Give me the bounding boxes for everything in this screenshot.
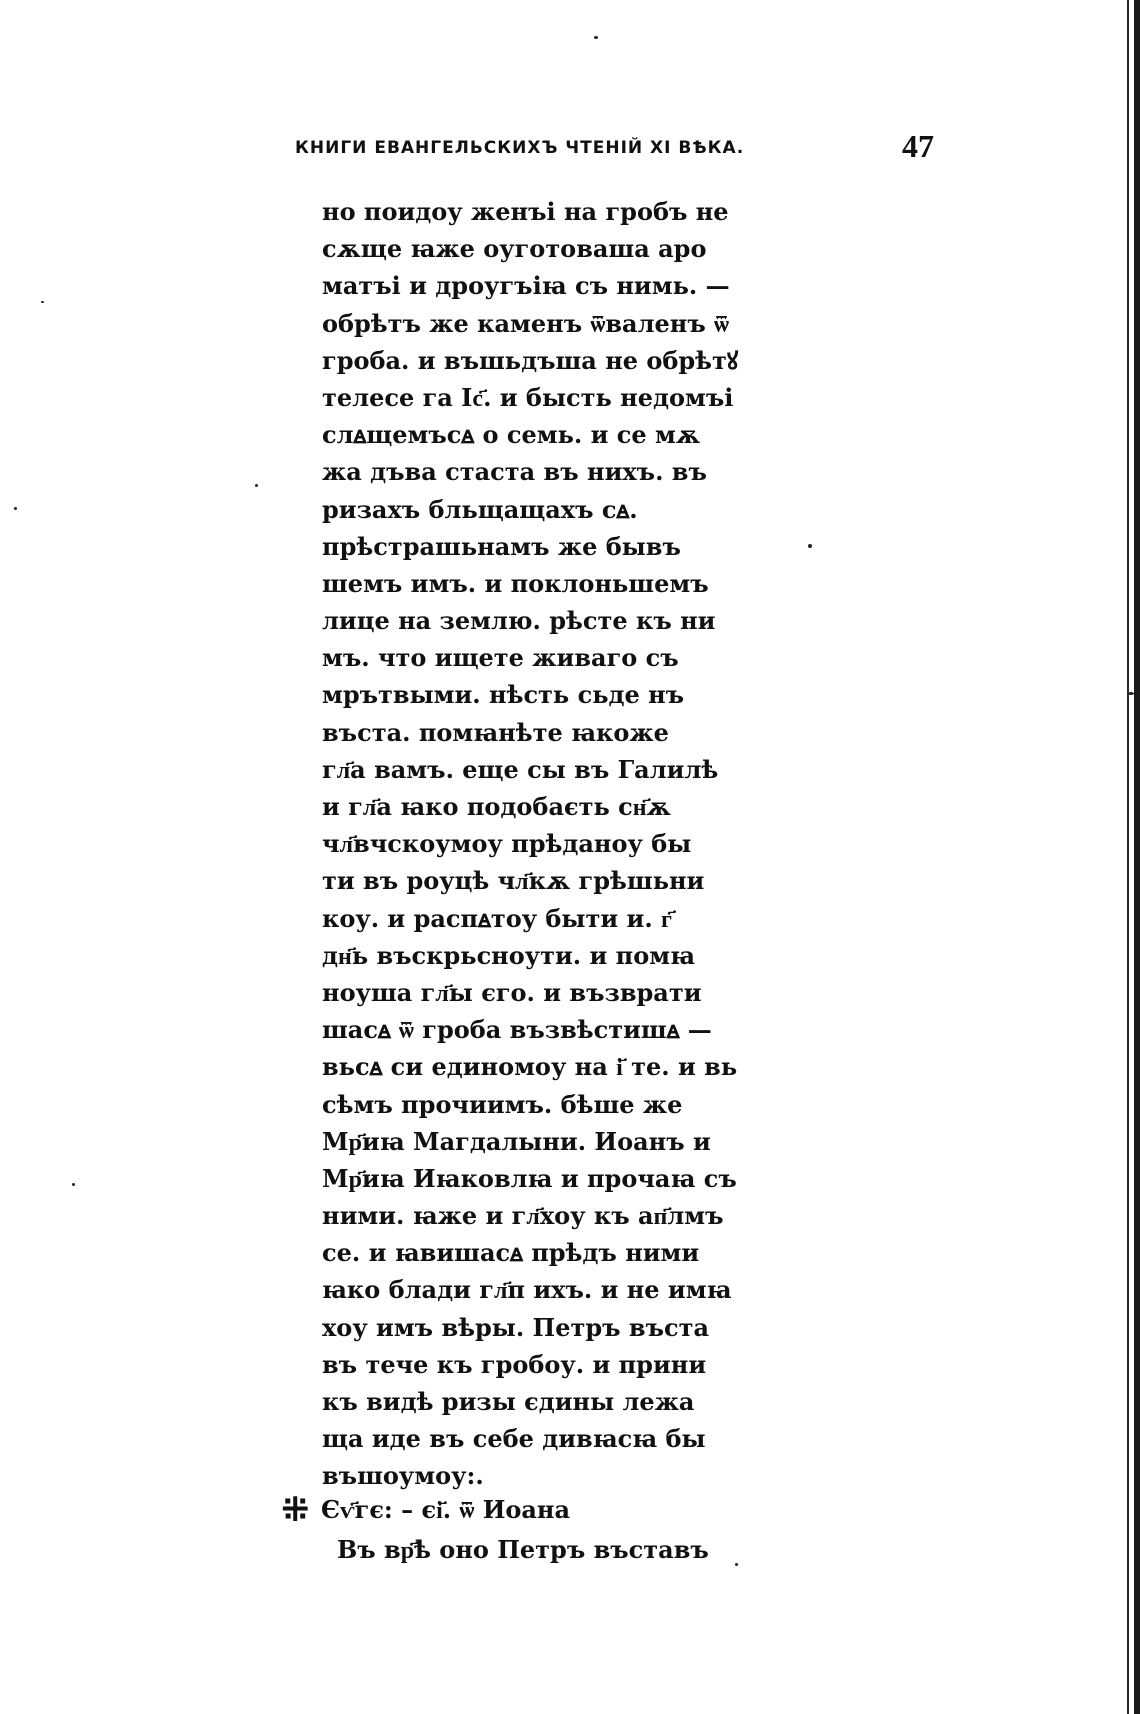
reading-heading-row bbox=[281, 1490, 570, 1530]
text-line: ноуша гл҃ы єго. и възврати bbox=[322, 977, 702, 1007]
text-line: сѫще ꙗже оуготоваша аро bbox=[322, 234, 707, 264]
text-line: дн҃ь въскрьсноути. и помꙗ bbox=[322, 940, 696, 970]
text-line: ꙗко блади гл҃п ихъ. и не имꙗ bbox=[322, 1275, 732, 1305]
text-line: обрѣтъ же каменъ ѿваленъ ѿ bbox=[322, 308, 729, 338]
page-edge-line bbox=[1127, 0, 1129, 1714]
text-line: жа дъва стаста въ нихъ. въ bbox=[322, 457, 707, 487]
reading-heading: Єѵ҃гє: – єі҃. ѿ Иоана bbox=[321, 1495, 571, 1524]
text-line: и гл҃а ꙗко подобаєть сн҃ѫ bbox=[322, 792, 671, 821]
scan-speck bbox=[255, 484, 258, 487]
body-text bbox=[322, 193, 742, 1495]
text-line: ризахъ бльщащахъ сꙙ. bbox=[322, 494, 638, 524]
text-line: се. и ꙗвишасꙙ прѣдъ ними bbox=[322, 1238, 700, 1268]
scan-speck bbox=[1128, 692, 1134, 695]
text-line: въ тече къ гробоу. и прини bbox=[322, 1349, 707, 1379]
text-line: матъі и дроугъіꙗ съ нимь. — bbox=[322, 271, 730, 301]
text-line: чл҃вчскоумоу прѣданоу бы bbox=[322, 829, 692, 859]
running-head: КНИГИ ЕВАНГЕЛЬСКИХЪ ЧТЕНІЙ XI ВѢКА. bbox=[295, 138, 745, 158]
text-line: хоу имъ вѣры. Петръ въста bbox=[322, 1312, 710, 1342]
text-line: мъ. что ищете живаго съ bbox=[322, 643, 679, 673]
rubric-mark-icon: ⁜ bbox=[281, 1490, 310, 1530]
text-line: ти въ роуцѣ чл҃кѫ грѣшьни bbox=[322, 866, 705, 896]
text-line: сѣмъ прочиимъ. бѣше же bbox=[322, 1089, 683, 1119]
text-line: слꙙщемъсꙙ о семь. и се мѫ bbox=[322, 420, 701, 450]
text-line: къ видѣ ризы єдины лежа bbox=[322, 1387, 695, 1416]
reading-first-line: Въ вр҃ѣ оно Петръ въставъ bbox=[337, 1535, 709, 1564]
page-number: 47 bbox=[902, 128, 934, 164]
text-line: шасꙙ ѿ гроба възвѣстишꙙ — bbox=[322, 1015, 712, 1045]
text-line: но поидоу женъі на гробъ не bbox=[322, 197, 729, 226]
text-line: мрътвыми. нѣсть сьде нъ bbox=[322, 680, 685, 710]
text-line: шемъ имъ. и поклоньшемъ bbox=[322, 568, 709, 598]
page-edge-border bbox=[1134, 0, 1140, 1714]
text-line: ними. ꙗже и гл҃хоу къ ап҃лмъ bbox=[322, 1201, 724, 1231]
scan-speck bbox=[41, 301, 44, 303]
text-line: въста. помꙗнѣте ꙗкоже bbox=[322, 717, 669, 747]
scan-speck bbox=[14, 507, 17, 510]
text-line: ща иде въ себе дивꙗсꙗ бы bbox=[322, 1424, 706, 1454]
text-line: гл҃а вамъ. еще сы въ Галилѣ bbox=[322, 754, 719, 784]
text-line: прѣстрашьнамъ же бывъ bbox=[322, 531, 681, 561]
text-line: коу. и распꙙтоу быти и. г҃ bbox=[322, 903, 672, 933]
scan-speck bbox=[72, 1183, 75, 1186]
scan-speck bbox=[808, 544, 812, 548]
text-line: въшоумоу:. bbox=[322, 1461, 484, 1491]
scan-speck bbox=[735, 1563, 738, 1566]
text-line: телесе га Іс҃. и бысть недомъі bbox=[322, 382, 734, 412]
text-line: вьсꙙ си единомоу на і҃ те. и вь bbox=[322, 1052, 738, 1082]
text-line: Мр҃иꙗ Иꙗковлꙗ и прочаꙗ съ bbox=[322, 1163, 737, 1193]
scan-speck bbox=[594, 36, 598, 39]
text-line: лице на землю. рѣсте къ ни bbox=[322, 606, 716, 636]
text-line: Мр҃иꙗ Магдалыни. Иоанъ и bbox=[322, 1126, 711, 1156]
text-line: гроба. и въшьдъша не обрѣтꙋ bbox=[322, 345, 739, 375]
